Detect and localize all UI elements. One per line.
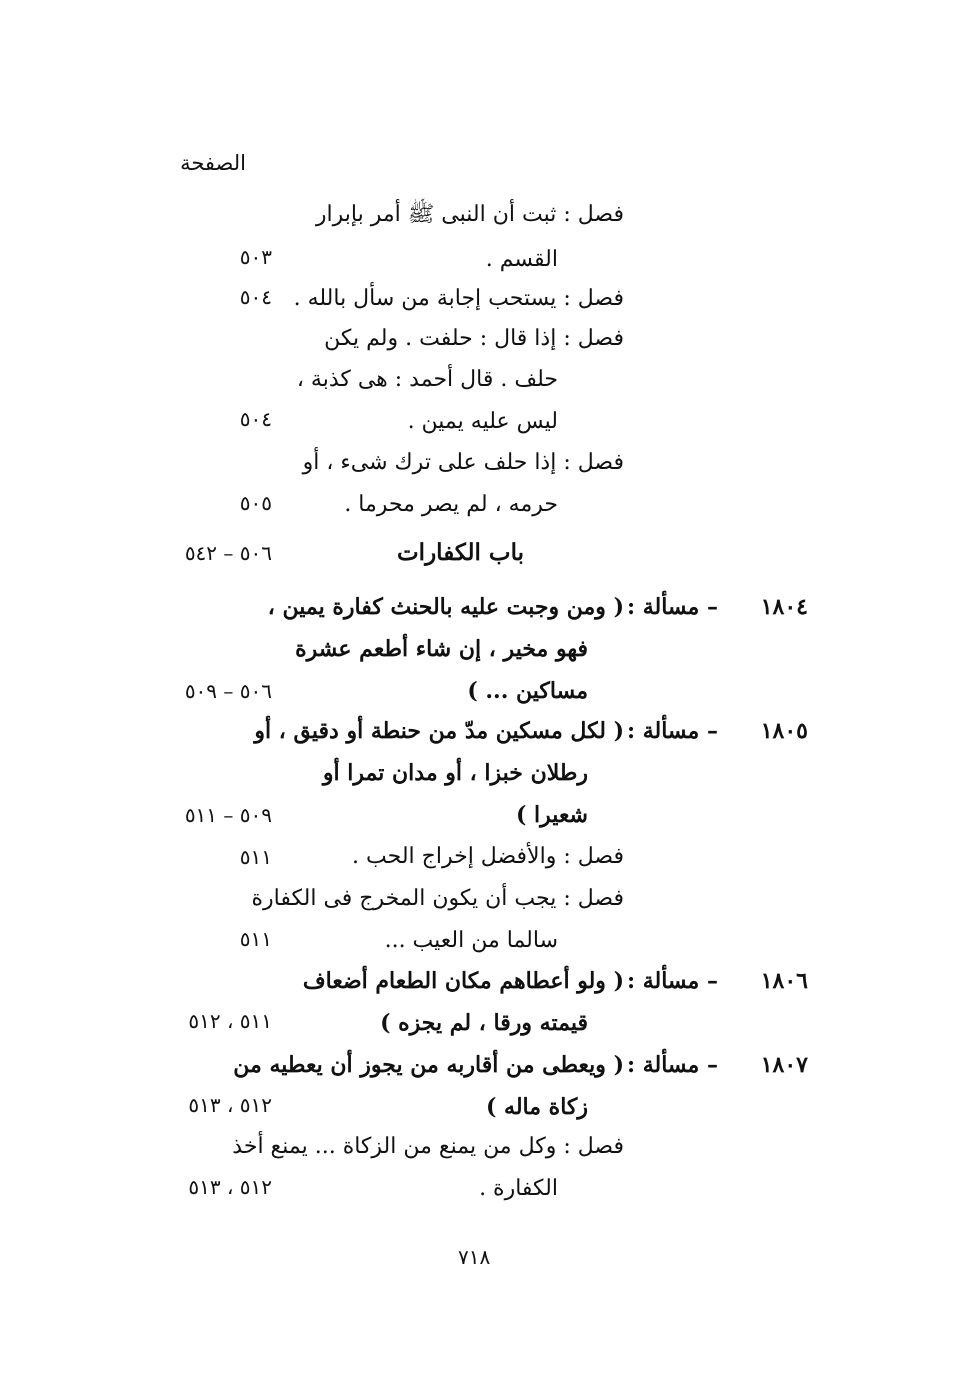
page-column-header: الصفحة [180, 151, 246, 175]
chapter-heading: باب الكفارات [397, 539, 524, 566]
issue-text: ( ولو أعطاهم مكان الطعام أضعاف [302, 968, 624, 994]
issue-text: مساكين ... ) [467, 678, 588, 704]
issue-label: – مسألة : [626, 718, 718, 744]
index-entry-text: ليس عليه يمين . [407, 409, 558, 434]
issue-number: ١٨٠٤ [760, 594, 808, 620]
index-entry-text: فصل : يجب أن يكون المخرج فى الكفارة [251, 886, 624, 911]
index-entry-text: سالما من العيب ... [384, 928, 558, 953]
page-reference: ٥٠٥ [239, 491, 272, 515]
page-reference: ٥١١ [239, 927, 272, 951]
page-reference: ٥٠٤ [239, 285, 272, 309]
issue-label: – مسألة : [626, 1052, 718, 1078]
issue-text: شعيرا ) [515, 802, 588, 828]
issue-text: زكاة ماله ) [485, 1094, 588, 1120]
page-range: ٥١٢ ، ٥١٣ [188, 1093, 272, 1117]
page-range: ٥١١ ، ٥١٢ [188, 1009, 272, 1033]
issue-text: ( ومن وجبت عليه بالحنث كفارة يمين ، [267, 594, 624, 620]
page-number: ٧١٨ [458, 1245, 491, 1269]
issue-text: فهو مخير ، إن شاء أطعم عشرة [295, 636, 588, 662]
page-reference: ٥٠٣ [239, 245, 272, 269]
index-entry-text: فصل : والأفضل إخراج الحب . [352, 844, 624, 869]
issue-number: ١٨٠٦ [760, 968, 808, 994]
index-entry-text: فصل : يستحب إجابة من سأل بالله . [293, 286, 624, 311]
index-entry-text: القسم . [485, 247, 558, 272]
issue-number: ١٨٠٥ [760, 718, 808, 744]
index-entry-text: الكفارة . [479, 1176, 558, 1201]
page-range: ٥٠٦ – ٥٤٢ [184, 541, 272, 565]
issue-label: – مسألة : [626, 968, 718, 994]
issue-label: – مسألة : [626, 594, 718, 620]
page-reference: ٥١١ [239, 845, 272, 869]
issue-text: رطلان خبزا ، أو مدان تمرا أو [322, 760, 588, 786]
issue-text: ( ويعطى من أقاربه من يجوز أن يعطيه من [233, 1052, 624, 1078]
page-range: ٥٠٩ – ٥١١ [184, 803, 272, 827]
index-entry-text: حرمه ، لم يصر محرما . [344, 492, 558, 517]
issue-number: ١٨٠٧ [760, 1052, 808, 1078]
index-entry-text: فصل : وكل من يمنع من الزكاة ... يمنع أخذ [232, 1134, 624, 1159]
index-entry-text: حلف . قال أحمد : هى كذبة ، [296, 367, 558, 392]
index-entry-text: فصل : إذا حلف على ترك شىء ، أو [302, 450, 624, 475]
issue-text: قيمته ورقا ، لم يجزه ) [380, 1010, 588, 1036]
page-range: ٥٠٦ – ٥٠٩ [184, 679, 272, 703]
issue-text: ( لكل مسكين مدّ من حنطة أو دقيق ، أو [254, 718, 624, 744]
page-reference: ٥٠٤ [239, 407, 272, 431]
index-entry-text: فصل : إذا قال : حلفت . ولم يكن [324, 326, 624, 351]
index-entry-text: فصل : ثبت أن النبى ﷺ أمر بإبرار [315, 202, 624, 227]
page-reference: ٥١٢ ، ٥١٣ [188, 1175, 272, 1199]
